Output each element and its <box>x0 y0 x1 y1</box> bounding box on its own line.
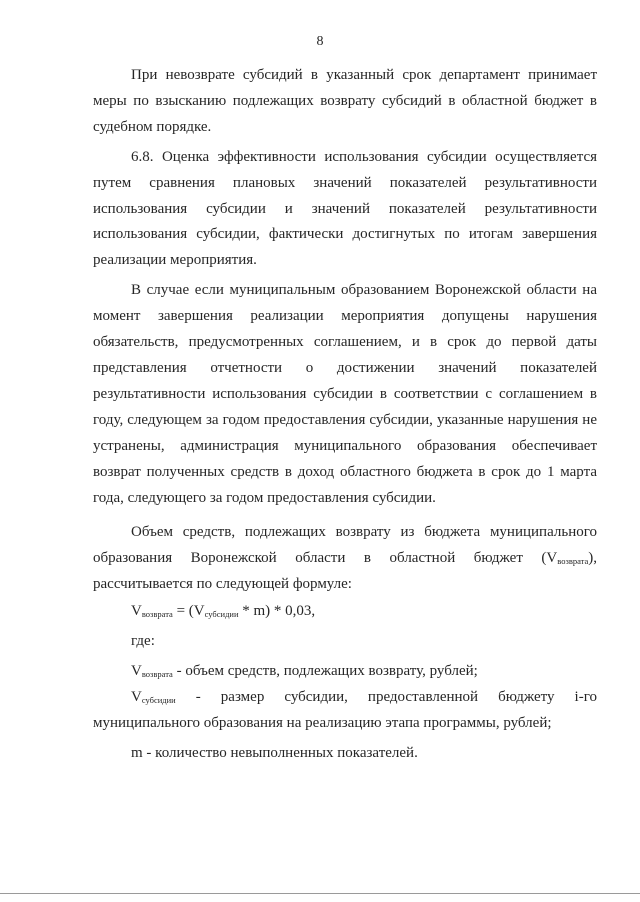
bottom-rule <box>0 893 640 894</box>
document-body <box>93 63 597 767</box>
refund-subscript: возврата <box>557 556 589 567</box>
formula-v: V <box>131 603 142 620</box>
refund-volume-tail: ), рассчитывается по следующей формуле: <box>93 550 597 593</box>
definition-subsidy-size <box>93 685 597 737</box>
paragraph-refund-enforcement: При невозврате субсидий в указанный срок департамент принимает меры по взысканию подлежащих возврату субсидий в областной бюджет в судебном порядке. <box>93 67 597 135</box>
def2-text: - размер субсидии, предоставленной бюджету i-го муниципального образования на реализацию этапа программы, рублей; <box>93 688 597 731</box>
paragraph-refund-volume <box>93 520 597 598</box>
paragraph-refund-obligation: В случае если муниципальным образованием Воронежской области на момент завершения реализации мероприятия допущены нарушения обязательств, предусмотренных соглашением, и в срок до первой даты представления отчетности о достижении значений показателей результативности использования субсидии в соответствии с соглашением в году, следующем за годом предоставления субсидии, указанные нарушения не устранены, администрация муниципального образования обеспечивает возврат полученных средств в доход областного бюджета в срок до 1 марта года, следующего за годом предоставления субсидии. <box>93 282 597 506</box>
formula <box>93 599 597 625</box>
def1-v: V <box>131 662 142 679</box>
def2-sub: субсидии <box>141 694 176 705</box>
formula-rest: * m) * 0,03, <box>238 603 316 620</box>
paragraph-efficiency-assessment: 6.8. Оценка эффективности использования субсидии осуществляется путем сравнения плановых значений показателей результативности использования субсидии и значений показателей результативности использования субсидии, фактически достигнутых по итогам завершения реализации мероприятия. <box>93 148 597 269</box>
refund-volume-text: Объем средств, подлежащих возврату из бюджета муниципального образования Воронежской области в областной бюджет (V <box>93 524 597 567</box>
definition-refund-volume <box>93 659 597 685</box>
page-number: 8 <box>316 34 324 49</box>
def1-sub: возврата <box>141 668 173 679</box>
def2-v: V <box>131 688 142 705</box>
formula-eq: = (V <box>172 603 205 620</box>
where-label: где: <box>131 633 155 650</box>
formula-sub-subsidy: субсидии <box>204 609 239 620</box>
def1-text: - объем средств, подлежащих возврату, рублей; <box>172 662 478 679</box>
formula-sub-return: возврата <box>141 609 173 620</box>
definition-unmet-indicators: m - количество невыполненных показателей. <box>131 744 418 761</box>
